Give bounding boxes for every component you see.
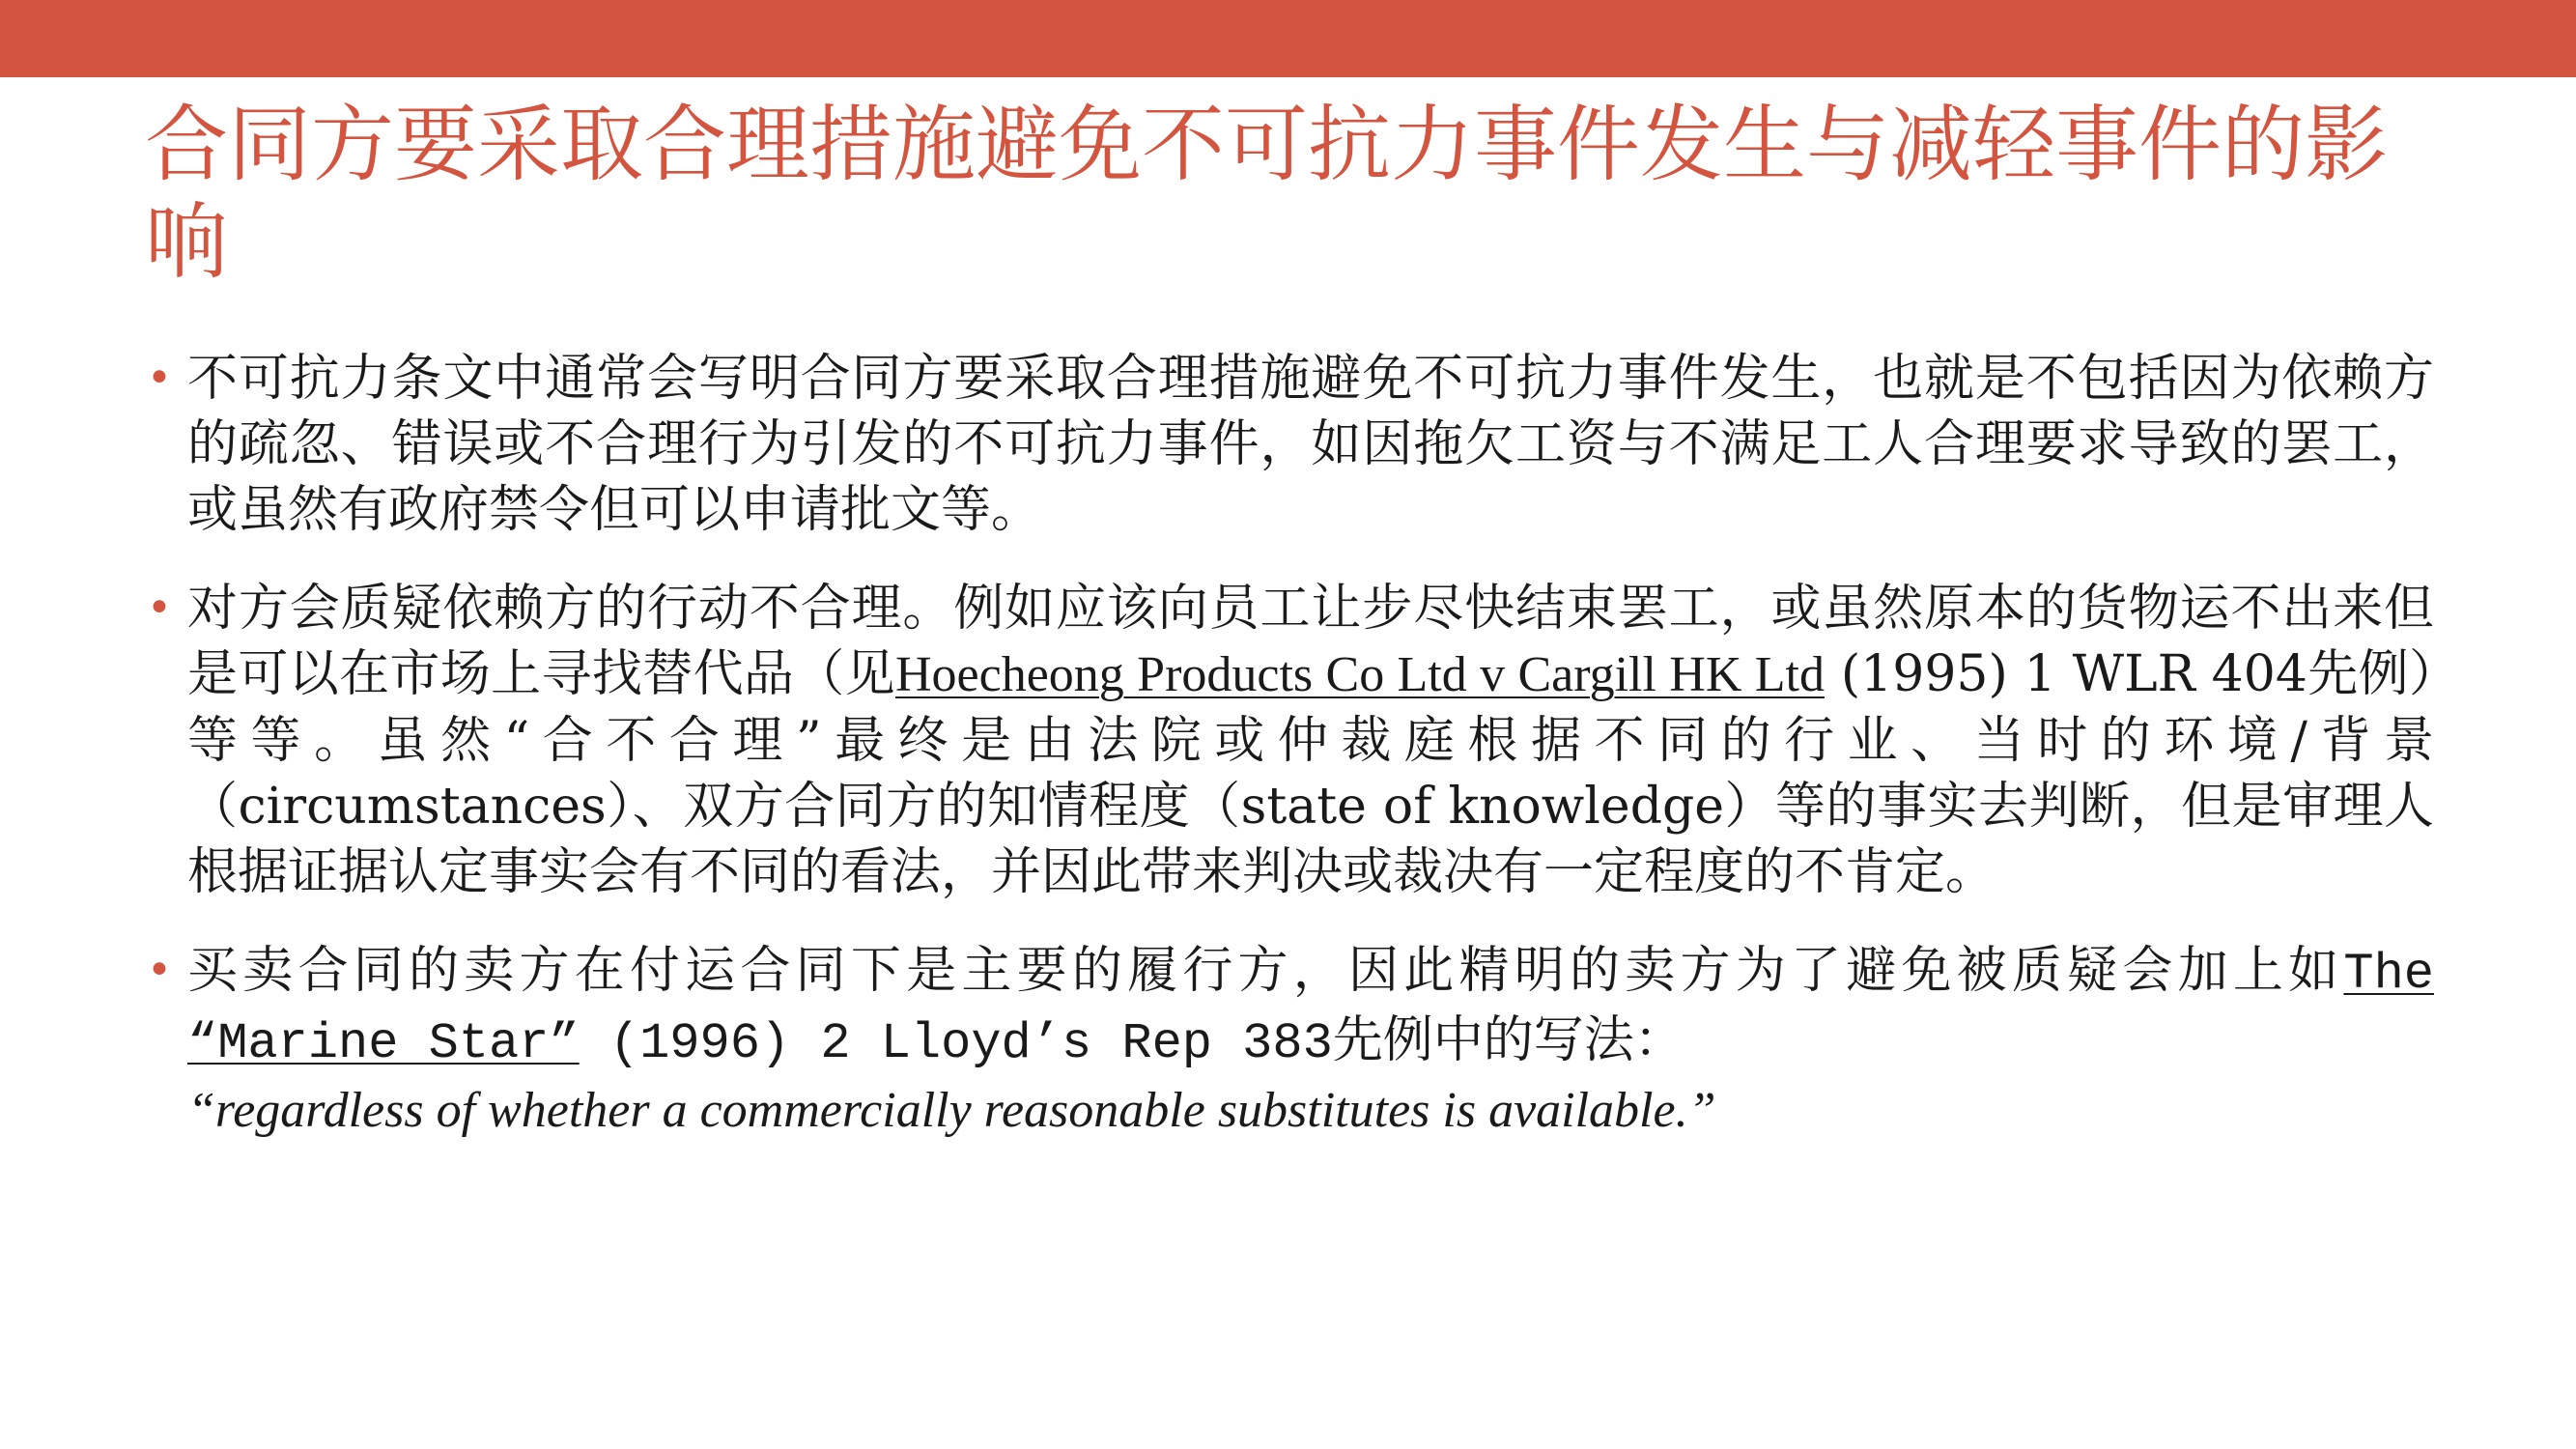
bullet-text: 不可抗力条文中通常会写明合同方要采取合理措施避免不可抗力事件发生，也就是不包括因为依赖方的疏忽、错误或不合理行为引发的不可抗力事件，如因拖欠工资与不满足工人合理要求导致的罢工，或虽然有政府禁令但可以申请批文等。 xyxy=(187,350,2434,539)
bullet-dot-icon: • xyxy=(147,946,172,995)
quoted-clause: “regardless of whether a commercially reasonable substitutes is available.” xyxy=(187,1083,1716,1138)
bullet-item-seller-clause xyxy=(145,938,2434,1144)
bullet-text-before: 买卖合同的卖方在付运合同下是主要的履行方，因此精明的卖方为了避免被质疑会加上如 xyxy=(187,942,2344,1000)
bullet-item-counterparty-challenge xyxy=(145,576,2434,905)
bullet-dot-icon: • xyxy=(147,354,172,403)
bullet-text-after: (1995) 1 WLR 404先例）等等。虽然“合不合理”最终是由法院或仲裁庭根据不同的行业、当时的环境/背景（circumstances）、双方合同方的知情程度（state of knowledge）等的事实去判断，但是审理人根据证据认定事实会有不同的看法，并因此带来判决或裁决有一定程度的不肯定。 xyxy=(187,645,2434,901)
bullet-text-before: 对方会质疑依赖方的行动不合理。例如应该向员工让步尽快结束罢工，或虽然原本的货物运不出来但是可以在市场上寻找替代品（见 xyxy=(187,580,2434,703)
bullet-list xyxy=(145,346,2434,1177)
case-citation-marine-star[interactable]: The “Marine Star” xyxy=(187,946,2434,1072)
top-accent-bar xyxy=(0,0,2576,77)
case-citation-hoecheong[interactable]: Hoecheong Products Co Ltd v Cargill HK Ltd xyxy=(895,647,1825,702)
bullet-item-reasonable-measures xyxy=(145,346,2434,543)
bullet-dot-icon: • xyxy=(147,583,172,633)
slide-title: 合同方要采取合理措施避免不可抗力事件发生与减轻事件的影响 xyxy=(145,97,2388,292)
bullet-text-after: (1996) 2 Lloyd’s Rep 383先例中的写法： xyxy=(579,1015,1684,1072)
